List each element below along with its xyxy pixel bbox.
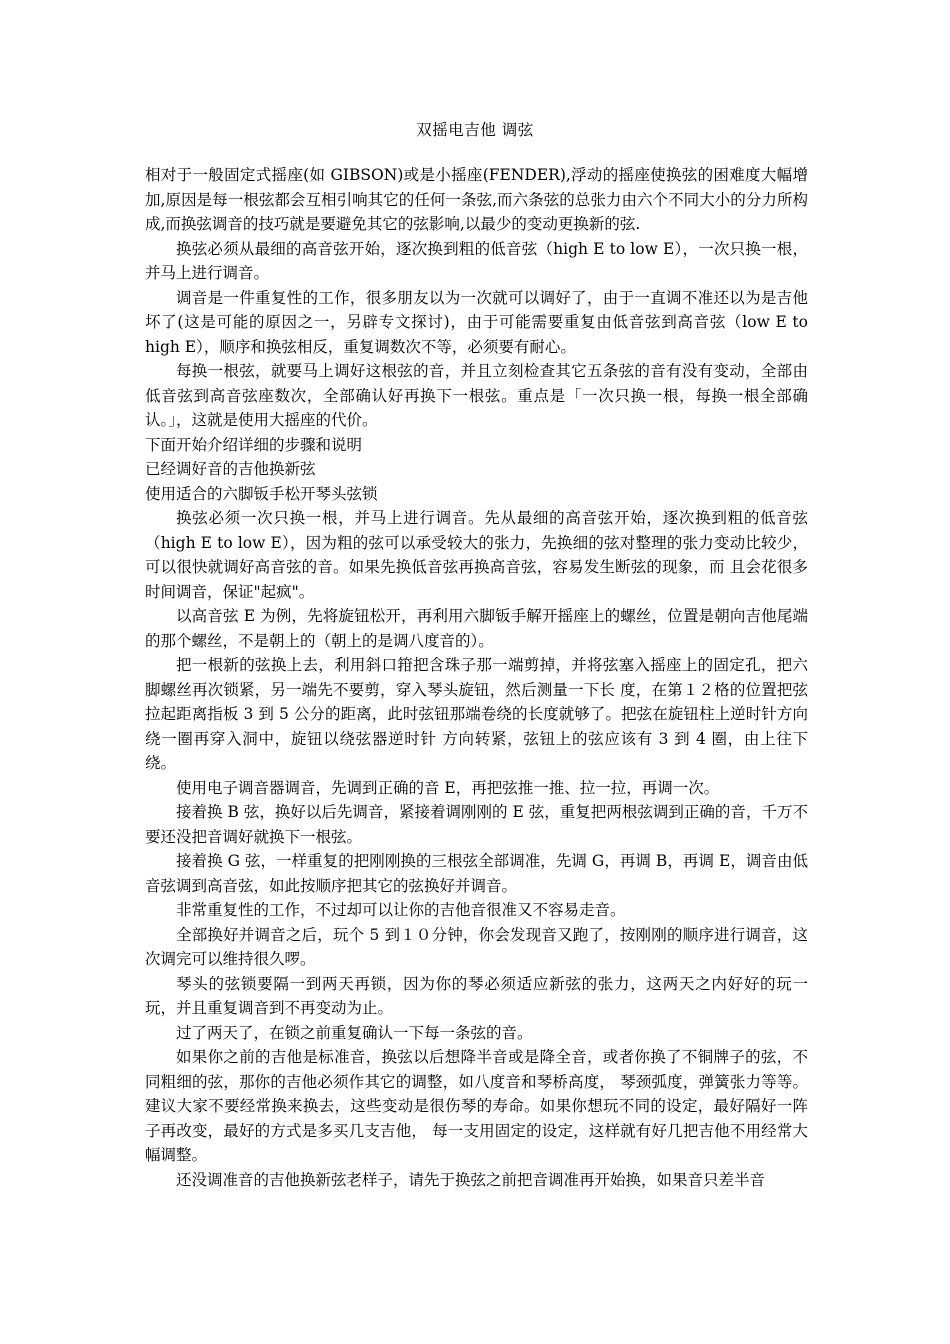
body-paragraph: 过了两天了，在锁之前重复确认一下每一条弦的音。 <box>176 1023 533 1042</box>
body-paragraph: 换弦必须一次只换一根，并马上进行调音。先从最细的高音弦开始，逐次换到粗的低音弦（high E to low E），因为粗的弦可以承受较大的张力，先换细的弦对整理的张力变动比较少，可以很快就调好高音弦的音。如果先换低音弦再换高音弦，容易发生断弦的现象，而 且会花很多时间调音，保证"起疯"。 <box>145 509 808 601</box>
body-paragraph: 琴头的弦锁要隔一到两天再锁，因为你的琴必须适应新弦的张力，这两天之内好好的玩一玩，并且重复调音到不再变动为止。 <box>145 974 808 1017</box>
document-body <box>145 163 808 1192</box>
body-paragraph: 全部换好并调音之后，玩个 5 到１０分钟，你会发现音又跑了，按刚刚的顺序进行调音，这次调完可以维持很久啰。 <box>145 925 808 968</box>
body-paragraph: 如果你之前的吉他是标准音，换弦以后想降半音或是降全音，或者你换了不铜牌子的弦，不同粗细的弦，那你的吉他必须作其它的调整，如八度音和琴桥高度， 琴颈弧度，弹簧张力等等。建议大家不要经常换来换去，这些变动是很伤琴的寿命。如果你想玩不同的设定，最好隔好一阵子再改变，最好的方式是多买几支吉他， 每一支用固定的设定，这样就有好几把吉他不用经常大幅调整。 <box>145 1048 808 1164</box>
body-paragraph: 每换一根弦，就要马上调好这根弦的音，并且立刻检查其它五条弦的音有没有变动，全部由低音弦到高音弦座数次，全部确认好再换下一根弦。重点是「一次只换一根，每换一根全部确认。」，这就是使用大摇座的代价。 <box>145 362 808 429</box>
document-title: 双摇电吉他 调弦 <box>416 121 534 139</box>
body-paragraph: 接着换 B 弦，换好以后先调音，紧接着调刚刚的 E 弦，重复把两根弦调到正确的音，千万不要还没把音调好就换下一根弦。 <box>145 803 808 846</box>
body-paragraph: 把一根新的弦换上去，利用斜口箝把含珠子那一端剪掉，并将弦塞入摇座上的固定孔，把六脚螺丝再次锁紧，另一端先不要剪，穿入琴头旋钮，然后测量一下长 度，在第１２格的位置把弦拉起距离指板 3 到 5 公分的距离，此时弦钮那端卷绕的长度就够了。把弦在旋钮柱上逆时针方向绕一圈再穿入洞中，旋钮以绕弦器逆时针 方向转紧，弦钮上的弦应该有 3 到 4 圈，由上往下绕。 <box>145 656 808 772</box>
body-paragraph: 调音是一件重复性的工作，很多朋友以为一次就可以调好了，由于一直调不准还以为是吉他坏了(这是可能的原因之一，另辟专文探讨)，由于可能需要重复由低音弦到高音弦（low E to high E），顺序和换弦相反，重复调数次不等，必须要有耐心。 <box>145 288 808 356</box>
body-paragraph: 下面开始介绍详细的步骤和说明 <box>145 435 363 454</box>
body-paragraph: 已经调好音的吉他换新弦 <box>145 460 316 478</box>
body-paragraph: 接着换 G 弦，一样重复的把刚刚换的三根弦全部调准，先调 G，再调 B，再调 E，调音由低音弦调到高音弦，如此按顺序把其它的弦换好并调音。 <box>145 852 808 895</box>
body-paragraph: 还没调准音的吉他换新弦老样子，请先于换弦之前把音调准再开始换，如果音只差半音 <box>176 1170 766 1189</box>
body-paragraph: 使用适合的六脚钣手松开琴头弦锁 <box>145 484 378 503</box>
body-paragraph: 相对于一般固定式摇座(如 GIBSON)或是小摇座(FENDER),浮动的摇座使换弦的困难度大幅增加,原因是每一根弦都会互相引响其它的任何一条弦,而六条弦的总张力由六个不同大小的分力所构成,而换弦调音的技巧就是要避免其它的弦影响,以最少的变动更换新的弦. <box>145 166 808 233</box>
body-paragraph: 换弦必须从最细的高音弦开始，逐次换到粗的低音弦（high E to low E），一次只换一根，并马上进行调音。 <box>145 239 808 282</box>
body-paragraph: 以高音弦 E 为例，先将旋钮松开，再利用六脚钣手解开摇座上的螺丝，位置是朝向吉他尾端的那个螺丝，不是朝上的（朝上的是调八度音的）。 <box>145 607 808 650</box>
body-paragraph: 非常重复性的工作，不过却可以让你的吉他音很准又不容易走音。 <box>176 901 626 919</box>
body-paragraph: 使用电子调音器调音，先调到正确的音 E，再把弦推一推、拉一拉，再调一次。 <box>176 778 720 797</box>
